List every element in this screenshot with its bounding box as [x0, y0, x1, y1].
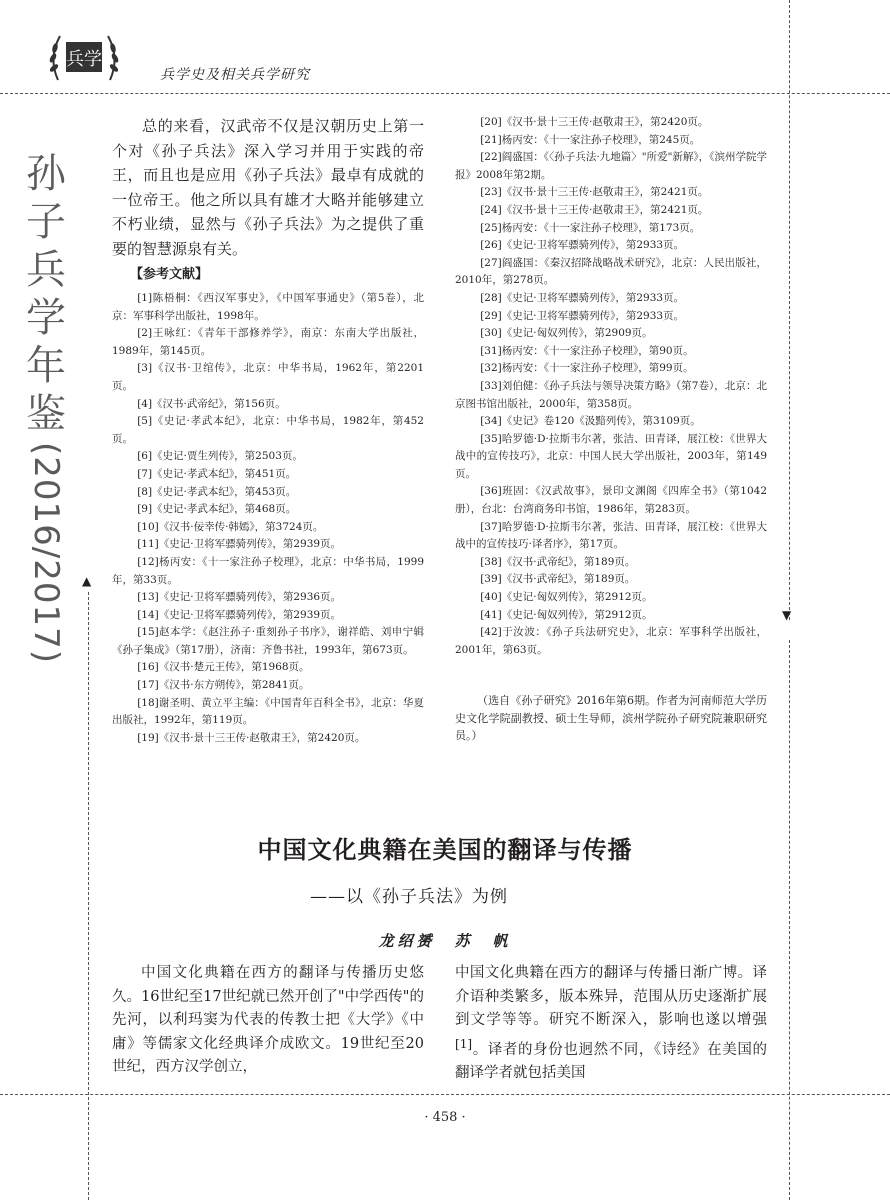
reference-item: [1]陈梧桐：《西汉军事史》，《中国军事通史》（第5卷），北京：军事科学出版社，1998年。 [112, 292, 424, 322]
reference-item: [19]《汉书·景十三王传·赵敬肃王》，第2420页。 [137, 731, 366, 744]
reference-item: [40]《史记·匈奴列传》，第2912页。 [480, 591, 653, 604]
right-guide-line [789, 0, 790, 620]
reference-item: [9]《史记·孝武本纪》，第468页。 [137, 503, 297, 516]
reference-item: [36]班固：《汉武故事》，景印文渊阁《四库全书》（第1042册），台北：台湾商务印书馆，1986年，第283页。 [455, 485, 767, 516]
journal-logo [44, 28, 124, 88]
side-title-char: 年 [26, 343, 66, 389]
reference-item: [42]于汝波：《孙子兵法研究史》，北京：军事科学出版社，2001年，第63页。 [455, 626, 767, 656]
reference-item: [3]《汉书·卫绾传》，北京：中华书局，1962年，第2201页。 [112, 362, 424, 392]
body-text-segment: 。译者的身份也迥然不同，《诗经》在美国的翻译学者就包括美国 [455, 1041, 767, 1082]
reference-item: [20]《汉书·景十三王传·赵敬肃王》，第2420页。 [480, 116, 709, 128]
reference-item: [34]《史记》卷120《汲黯列传》，第3109页。 [480, 415, 701, 428]
page-number: · 458 · [424, 1110, 466, 1125]
reference-item: [41]《史记·匈奴列传》，第2912页。 [480, 608, 653, 621]
side-title-char: 学 [26, 295, 66, 341]
article-title: 中国文化典籍在美国的翻译与传播 [257, 835, 633, 864]
side-title-char: 兵 [26, 247, 66, 293]
reference-item: [35]哈罗德·D·拉斯韦尔著，张洁、田青译，展江校：《世界大战中的宣传技巧》，北京：中国人民大学出版社，2003年，第149页。 [455, 432, 767, 480]
reference-item: [15]赵本学：《赵注孙子·重刻孙子书序》，谢祥皓、刘申宁辑《孙子集成》（第17册），济南：齐鲁书社，1993年，第673页。 [112, 626, 424, 656]
reference-item: [27]阎盛国：《秦汉招降战略战术研究》，北京：人民出版社，2010年，第278页。 [455, 256, 767, 287]
side-title-char: 子 [26, 199, 66, 245]
reference-item: [21]杨丙安：《十一家注孙子校理》，第245页。 [480, 133, 701, 146]
reference-item: [23]《汉书·景十三王传·赵敬肃王》，第2421页。 [480, 186, 709, 199]
left-guide-line [88, 592, 89, 1200]
article-subtitle: ——以《孙子兵法》为例 [310, 887, 508, 907]
reference-item: [38]《汉书·武帝纪》，第189页。 [480, 555, 636, 568]
article-authors: 龙绍赟 苏 帆 [378, 932, 512, 950]
reference-item: [39]《汉书·武帝纪》，第189页。 [480, 573, 636, 586]
body-text-right [455, 962, 767, 1086]
top-divider [0, 93, 890, 94]
reference-item: [4]《汉书·武帝纪》，第156页。 [137, 397, 286, 410]
reference-item: [10]《汉书·佞幸传·韩嫣》，第3724页。 [137, 520, 324, 533]
reference-item: [16]《汉书·楚元王传》，第1968页。 [137, 661, 310, 674]
reference-item: [22]阎盛国：《〈孙子兵法·九地篇〉"所爱"新解》，《滨州学院学报》2008年第2期。 [455, 151, 767, 181]
reference-item: [29]《史记·卫将军骠骑列传》，第2933页。 [480, 309, 685, 322]
reference-item: [37]哈罗德·D·拉斯韦尔著，张洁、田青译，展江校：《世界大战中的宣传技巧·译者序》，第17页。 [455, 520, 767, 551]
references-left-column [112, 290, 424, 747]
reference-item: [17]《汉书·东方朔传》，第2841页。 [137, 679, 310, 692]
reference-item: [2]王咏红：《青年干部修养学》，南京：东南大学出版社，1989年，第145页。 [112, 327, 424, 357]
references-heading: 【参考文献】 [130, 267, 209, 282]
reference-item: [12]杨丙安：《十一家注孙子校理》，北京：中华书局，1999年，第33页。 [112, 555, 424, 586]
reference-item: [5]《史记·孝武本纪》，北京：中华书局，1982年，第452页。 [112, 415, 424, 445]
reference-item: [18]谢圣明、黄立平主编：《中国青年百科全书》，北京：华夏出版社，1992年，第119页。 [112, 696, 424, 727]
reference-item: [11]《史记·卫将军骠骑列传》，第2939页。 [137, 538, 342, 551]
arrow-up-icon: ▲ [82, 574, 92, 588]
reference-item: [6]《史记·贾生列传》，第2503页。 [137, 450, 303, 463]
reference-item: [8]《史记·孝武本纪》，第453页。 [137, 485, 297, 498]
reference-item: [33]刘伯健：《孙子兵法与领导决策方略》（第7卷），北京：北京图书馆出版社，2000年，第358页。 [455, 379, 767, 410]
body-text-segment: 中国文化典籍在西方的翻译与传播日渐广博。译介语种类繁多，版本殊异，范围从历史逐渐扩展到文学等等。研究不断深入，影响也遂以增强 [455, 965, 767, 1029]
intro-paragraph: 总的来看，汉武帝不仅是汉朝历史上第一个对《孙子兵法》深入学习并用于实践的帝王，而且也是应用《孙子兵法》最卓有成就的一位帝王。他之所以具有雄才大略并能够建立不朽业绩，显然与《孙子兵法》为之提供了重要的智慧源泉有关。 [112, 117, 424, 258]
reference-item: [13]《史记·卫将军骠骑列传》，第2936页。 [137, 591, 342, 604]
reference-item: [26]《史记·卫将军骠骑列传》，第2933页。 [480, 239, 685, 252]
references-right-column [455, 114, 767, 659]
body-text-left: 中国文化典籍在西方的翻译与传播历史悠久。16世纪至17世纪就已然开创了"中学西传"的先河，以利玛窦为代表的传教士把《大学》《中庸》等儒家文化经典译介成欧文。19世纪至20世纪，西方汉学创立， [112, 965, 424, 1076]
side-title-char: 鉴 [26, 391, 66, 437]
side-yearbook-title [22, 150, 70, 664]
citation-marker: [1] [455, 1036, 473, 1051]
reference-item: [14]《史记·卫将军骠骑列传》，第2939页。 [137, 608, 342, 621]
svg-text:兵学: 兵学 [66, 49, 102, 70]
side-title-year: (2016/2017) [26, 442, 66, 665]
reference-item: [32]杨丙安：《十一家注孙子校理》，第99页。 [480, 362, 694, 375]
source-note: （选自《孙子研究》2016年第6期。作者为河南师范大学历史文化学院副教授、硕士生导师，滨州学院孙子研究院兼职研究员。） [455, 694, 767, 742]
reference-item: [28]《史记·卫将军骠骑列传》，第2933页。 [480, 291, 685, 304]
reference-item: [24]《汉书·景十三王传·赵敬肃王》，第2421页。 [480, 203, 709, 216]
running-header: 兵学史及相关兵学研究 [160, 67, 310, 83]
reference-item: [7]《史记·孝武本纪》，第451页。 [137, 467, 297, 480]
reference-item: [31]杨丙安：《十一家注孙子校理》，第90页。 [480, 344, 694, 357]
side-title-char: 孙 [26, 151, 66, 197]
bottom-divider [0, 1094, 890, 1095]
reference-item: [25]杨丙安：《十一家注孙子校理》，第173页。 [480, 221, 701, 234]
reference-item: [30]《史记·匈奴列传》，第2909页。 [480, 327, 653, 340]
arrow-down-icon: ▼ [782, 608, 792, 622]
